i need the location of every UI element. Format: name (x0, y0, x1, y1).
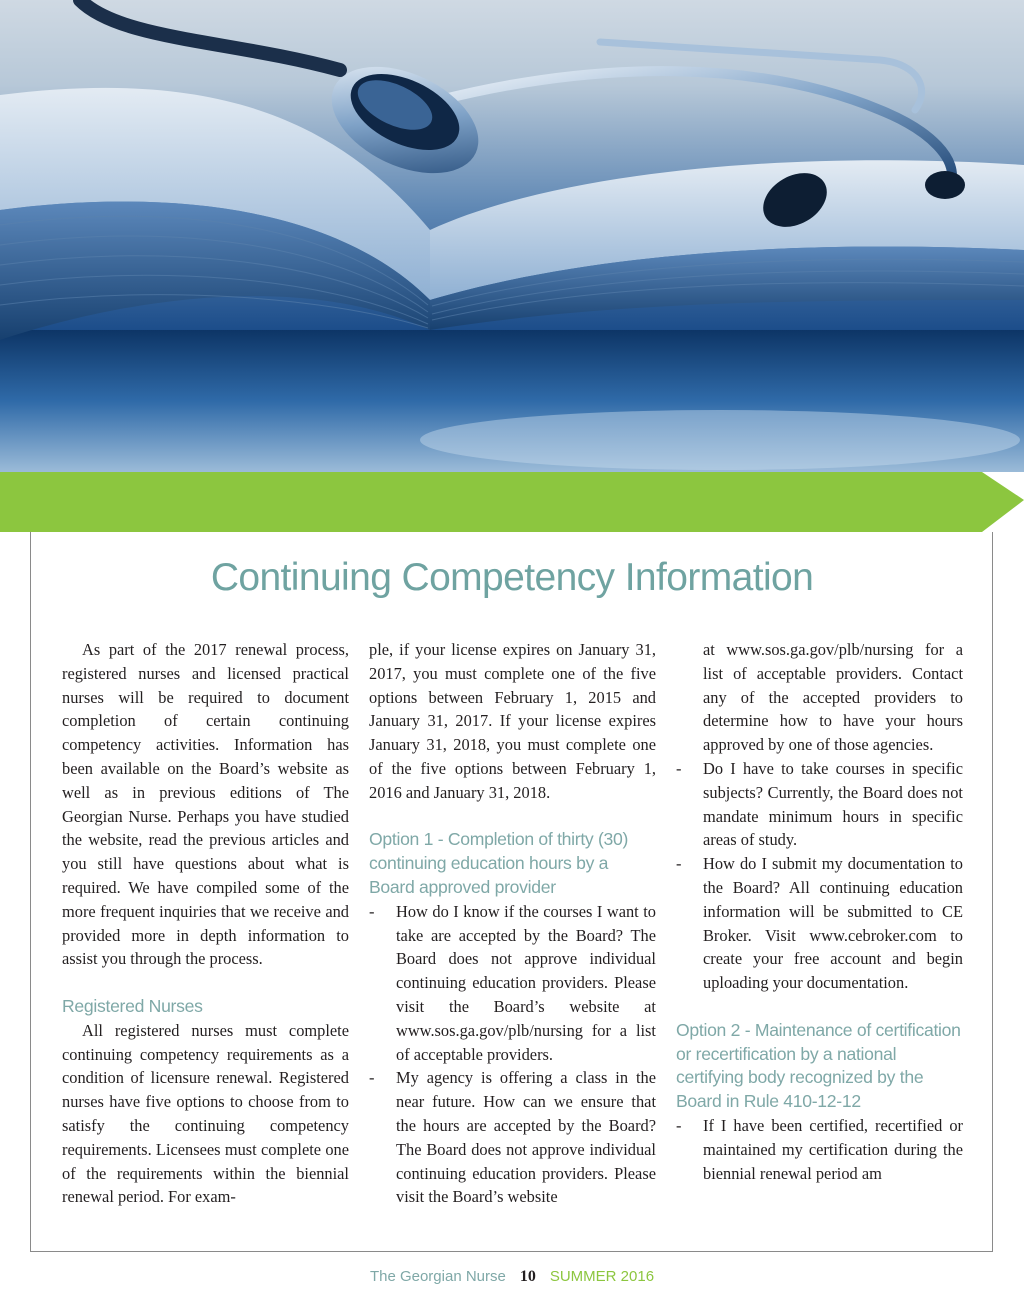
faq-text: If I have been certified, recertified or maintained my certification during the biennial renewal period am (703, 1115, 963, 1183)
green-banner (0, 472, 1024, 532)
article-column-3 (676, 638, 963, 1185)
article-column-1 (62, 638, 349, 1209)
list-dash: - (676, 1115, 682, 1135)
issue-label: SUMMER 2016 (549, 1268, 655, 1285)
publication-name: The Georgian Nurse (369, 1268, 506, 1285)
article-title: Continuing Competency Information (210, 556, 814, 599)
faq-text: at www.sos.ga.gov/plb/nursing for a list of acceptable providers. Contact any of the accepted providers to determine how to have your hours approved by one of those agencies. (703, 640, 963, 755)
faq-item (676, 852, 963, 995)
list-dash: - (676, 758, 682, 778)
registered-nurses-paragraph: All registered nurses must complete continuing competency requirements as a condition of licensure renewal. Registered nurses have five options to choose from to satisfy the continuing competency requirements. Licensees must complete one of the requirements within the biennial renewal period. For exam- (62, 1020, 349, 1207)
faq-text: How do I know if the courses I want to take are accepted by the Board? The Board does not approve individual continuing education providers. Please visit the Board’s website at www.sos.ga.gov/plb/nursing for a list of acceptable providers. (396, 901, 656, 1064)
option-1-heading: Option 1 - Completion of thirty (30) continuing education hours by a Board approved provider (369, 829, 629, 897)
list-dash: - (676, 854, 682, 874)
list-dash: - (369, 1068, 375, 1088)
page-number: 10 (519, 1268, 536, 1285)
page-footer (0, 1268, 1024, 1286)
hero-image-stethoscope-on-book (0, 0, 1024, 472)
faq-item (369, 900, 656, 1067)
intro-paragraph: As part of the 2017 renewal process, registered nurses and licensed practical nurses will be required to document completion of certain continuing competency activities. Information has been available on the Board’s website as well as in previous editions of The Georgian Nurse. Perhaps you have studied the website, read the previous articles and you still have questions about what is required. We have compiled some of the more frequent inquiries that we receive and provided more in depth information to assist you through the process. (62, 640, 349, 969)
faq-item (676, 1114, 963, 1185)
faq-item (676, 757, 963, 852)
hero-illustration (0, 0, 1024, 472)
faq-text: How do I submit my documentation to the Board? All continuing education information will be submitted to CE Broker. Visit www.cebroker.com to create your free account and begin uploading your documentation. (703, 854, 963, 993)
faq-text: Do I have to take courses in specific subjects? Currently, the Board does not mandate minimum hours in specific areas of study. (703, 758, 963, 850)
registered-nurses-heading: Registered Nurses (62, 995, 203, 1016)
faq-item (369, 1066, 656, 1209)
faq-item-continued (676, 638, 963, 757)
list-dash: - (369, 901, 375, 921)
continued-paragraph: ple, if your license expires on January 31, 2017, you must complete one of the five options between February 1, 2015 and January 31, 2017. If your license expires January 31, 2018, you must complete one of the five options between February 1, 2016 and January 31, 2018. (369, 640, 656, 802)
article-column-2 (369, 638, 656, 1209)
faq-text: My agency is offering a class in the near future. How can we ensure that the hours are accepted by the Board? The Board does not approve individual continuing education providers. Please visit the Board’s website (396, 1068, 656, 1207)
option-2-heading: Option 2 - Maintenance of certification or recertification by a national certifying body recognized by the Board in Rule 410-12-12 (676, 1019, 961, 1112)
